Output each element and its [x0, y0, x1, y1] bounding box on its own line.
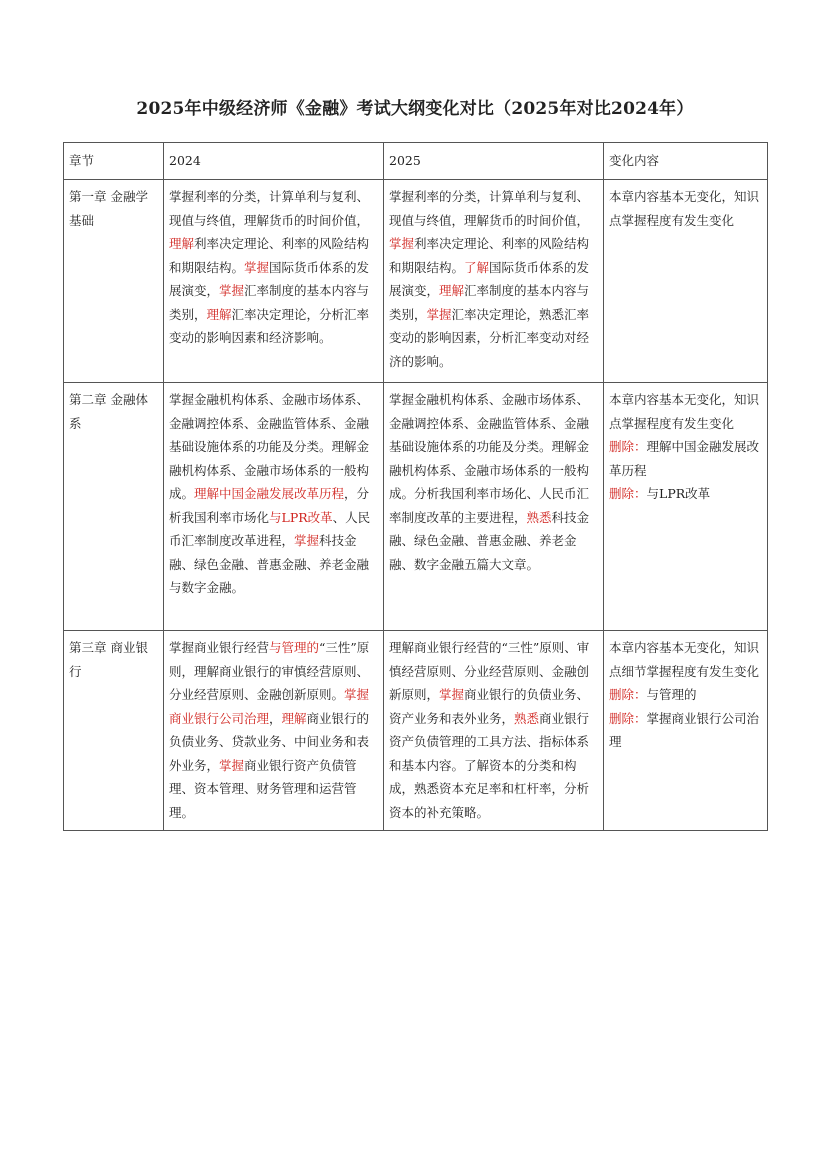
cell-2025: [384, 383, 604, 631]
text-segment: 利率决定理论、利率的风险结构和期限结构。: [389, 236, 590, 275]
change-line: [609, 683, 763, 707]
highlight-text: 掌握: [426, 306, 452, 322]
highlight-text: 与LPR改革: [269, 509, 333, 525]
highlight-text: 掌握: [389, 236, 415, 251]
highlight-text: 删除：: [609, 710, 647, 726]
text-segment: 本章内容基本无变化，知识点掌握程度有发生变化: [609, 189, 760, 228]
highlight-text: 理解: [206, 306, 232, 322]
changes-cell: [604, 631, 768, 831]
cell-2024: [164, 383, 384, 631]
text-segment: 与管理的: [646, 687, 697, 702]
text-segment: ，分析我国利率市场化: [169, 486, 370, 525]
highlight-text: 删除：: [609, 439, 647, 454]
highlight-text: 掌握: [244, 259, 270, 275]
text-segment: 商业银行资产负债管理的工具方法、指标体系和基本内容。了解资本的分类和构成，熟悉资本充足率和杠杆率，分析资本的补充策略。: [389, 710, 590, 820]
table-row: [64, 631, 768, 831]
highlight-text: 熟悉: [526, 509, 552, 525]
text-segment: 汇率决定理论，分析汇率变动的影响因素和经济影响。: [169, 306, 370, 345]
highlight-text: 了解: [464, 259, 490, 275]
change-line: [609, 388, 763, 435]
text-segment: 掌握商业银行公司治理: [609, 710, 760, 749]
chapter-cell: 第三章 商业银行: [64, 631, 164, 831]
text-segment: 汇率制度的基本内容与类别，: [169, 283, 370, 322]
text-segment: 理解商业银行经营的“三性”原则、审慎经营原则、分业经营原则、金融创新原则，: [389, 640, 590, 702]
text-segment: 掌握利率的分类，计算单利与复利、现值与终值，理解货币的时间价值，: [389, 189, 590, 228]
text-segment: 掌握金融机构体系、金融市场体系、金融调控体系、金融监管体系、金融基础设施体系的功能及分类。理解金融机构体系、金融市场体系的一般构成。分析我国利率市场化、人民币汇率制度改革的主要进程，: [389, 392, 590, 525]
highlight-text: 删除：: [609, 687, 647, 702]
text-segment: 国际货币体系的发展演变，: [389, 259, 590, 298]
text-segment: 汇率决定理论，熟悉汇率变动的影响因素，分析汇率变动对经济的影响。: [389, 306, 590, 369]
header-2025: 2025: [384, 143, 604, 180]
chapter-cell: 第二章 金融体系: [64, 383, 164, 631]
table-row: [64, 180, 768, 383]
text-segment: 本章内容基本无变化，知识点细节掌握程度有发生变化: [609, 640, 760, 679]
highlight-text: 删除：: [609, 486, 647, 501]
highlight-text: 掌握: [294, 533, 320, 548]
changes-cell: [604, 383, 768, 631]
change-line: [609, 482, 763, 506]
text-segment: 本章内容基本无变化，知识点掌握程度有发生变化: [609, 392, 760, 431]
highlight-text: 理解: [281, 710, 307, 726]
header-chapter: 章节: [64, 143, 164, 180]
cell-2024: [164, 180, 384, 383]
text-segment: 、人民币汇率制度改革进程，: [169, 509, 371, 548]
text-segment: 科技金融、绿色金融、普惠金融、养老金融与数字金融。: [169, 533, 370, 595]
text-segment: “三性”原则，理解商业银行的审慎经营原则、分业经营原则、金融创新原则。: [169, 640, 370, 702]
text-segment: 科技金融、绿色金融、普惠金融、养老金融、数字金融五篇大文章。: [389, 509, 590, 572]
highlight-text: 掌握: [219, 283, 245, 298]
text-segment: 利率决定理论、利率的风险结构和期限结构。: [169, 236, 370, 275]
text-segment: 商业银行的负债业务、贷款业务、中间业务和表外业务，: [169, 710, 370, 773]
changes-cell: [604, 180, 768, 383]
highlight-text: 理解: [439, 283, 465, 298]
comparison-table: [63, 142, 768, 831]
cell-2025: [384, 180, 604, 383]
highlight-text: 与管理的: [269, 640, 320, 655]
cell-2024: [164, 631, 384, 831]
text-segment: 汇率制度的基本内容与类别，: [389, 283, 590, 322]
highlight-text: 掌握商业银行公司治理: [169, 687, 370, 726]
chapter-cell: 第一章 金融学基础: [64, 180, 164, 383]
highlight-text: 掌握: [439, 687, 465, 702]
table-header-row: [64, 143, 768, 180]
text-segment: 商业银行的负债业务、资产业务和表外业务，: [389, 687, 590, 726]
text-segment: 掌握利率的分类，计算单利与复利、现值与终值，理解货币的时间价值，: [169, 189, 370, 228]
text-segment: 商业银行资产负债管理、资本管理、财务管理和运营管理。: [169, 757, 357, 820]
highlight-text: 掌握: [219, 757, 245, 773]
text-segment: 掌握金融机构体系、金融市场体系、金融调控体系、金融监管体系、金融基础设施体系的功能及分类。理解金融机构体系、金融市场体系的一般构成。: [169, 392, 370, 501]
header-changes: 变化内容: [604, 143, 768, 180]
change-line: [609, 435, 763, 482]
change-line: [609, 707, 763, 754]
text-segment: ，: [269, 710, 282, 726]
page-title: 2025年中级经济师《金融》考试大纲变化对比（2025年对比2024年）: [136, 99, 694, 119]
text-segment: 掌握商业银行经营: [169, 640, 270, 655]
table-row: [64, 383, 768, 631]
cell-2025: [384, 631, 604, 831]
text-segment: 与LPR改革: [646, 486, 711, 501]
change-line: [609, 636, 763, 683]
highlight-text: 熟悉: [514, 710, 540, 726]
change-line: [609, 185, 763, 232]
highlight-text: 理解: [169, 236, 195, 251]
header-2024: 2024: [164, 143, 384, 180]
text-segment: 理解中国金融发展改革历程: [609, 439, 760, 478]
text-segment: 国际货币体系的发展演变，: [169, 259, 370, 298]
highlight-text: 理解中国金融发展改革历程: [194, 486, 345, 501]
